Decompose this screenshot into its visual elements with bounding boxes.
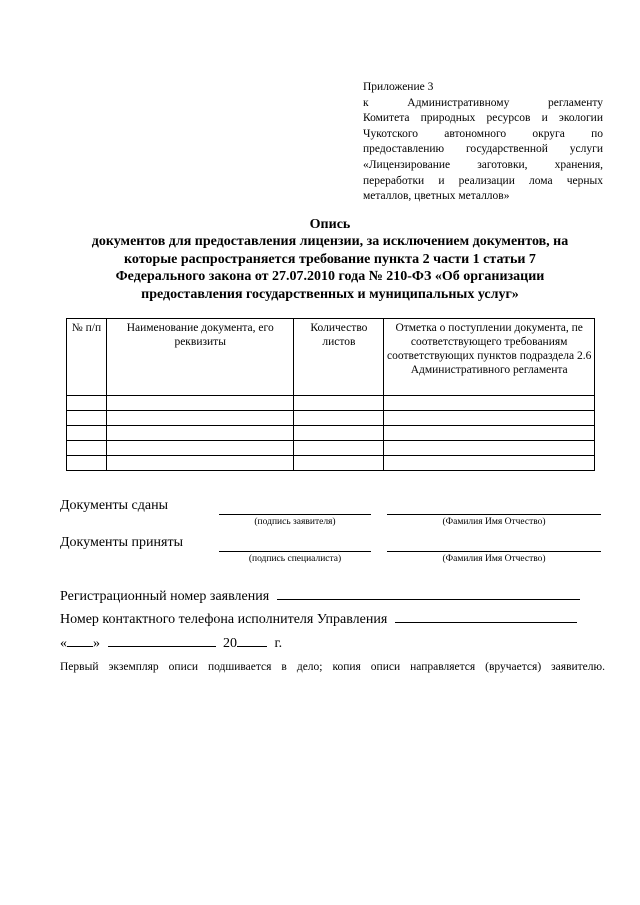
specialist-signature-line[interactable] [219, 537, 371, 552]
column-header-receipt-mark: Отметка о поступлении документа, пе соответствующего требованиям соответствующих пунктов подраздела 2.6 Административного регламента [384, 319, 595, 396]
documents-accepted-label: Документы приняты [60, 535, 183, 550]
table-cell[interactable] [294, 456, 384, 471]
heading-line: предоставления государственных и муниципальных услуг» [141, 286, 519, 302]
documents-submitted-label: Документы сданы [60, 498, 169, 513]
document-title: Опись [309, 217, 351, 232]
date-month-field[interactable] [108, 634, 216, 647]
registration-number-row [60, 587, 580, 605]
specialist-name-caption: (Фамилия Имя Отчество) [442, 554, 546, 564]
table-cell[interactable] [384, 411, 595, 426]
table-cell[interactable] [67, 426, 107, 441]
table-cell[interactable] [384, 426, 595, 441]
table-cell[interactable] [67, 441, 107, 456]
registration-number-field[interactable] [277, 587, 580, 600]
appendix-line: металлов, цветных металлов» [363, 190, 510, 203]
date-row [60, 634, 282, 652]
document-heading [60, 216, 600, 303]
date-close-quote: » [93, 636, 100, 651]
date-day-field[interactable] [67, 634, 93, 647]
table-cell[interactable] [67, 396, 107, 411]
heading-line: которые распространяется требование пункта 2 части 1 статьи 7 [124, 251, 536, 267]
contact-phone-row [60, 610, 577, 628]
table-cell[interactable] [294, 396, 384, 411]
table-cell[interactable] [384, 396, 595, 411]
specialist-signature-caption: (подпись специалиста) [248, 554, 342, 564]
applicant-name-line[interactable] [387, 500, 601, 515]
table-row [67, 411, 595, 426]
applicant-signature-caption: (подпись заявителя) [254, 517, 336, 527]
specialist-name-line[interactable] [387, 537, 601, 552]
date-open-quote: « [60, 636, 67, 651]
table-row [67, 456, 595, 471]
documents-accepted-row [60, 535, 605, 565]
applicant-name-caption: (Фамилия Имя Отчество) [442, 517, 546, 527]
table-cell[interactable] [294, 426, 384, 441]
table-row [67, 396, 595, 411]
date-year-prefix: 20 [223, 636, 237, 651]
appendix-line: предоставлению государственной услуги [363, 143, 603, 156]
table-cell[interactable] [106, 456, 294, 471]
table-header-row [67, 319, 595, 396]
table-cell[interactable] [294, 441, 384, 456]
table-cell[interactable] [106, 396, 294, 411]
heading-line: Федерального закона от 27.07.2010 года № 210-ФЗ «Об организации [115, 269, 545, 285]
documents-submitted-row [60, 498, 605, 528]
appendix-line: Комитета природных ресурсов и экологии [363, 112, 603, 125]
date-year-field[interactable] [237, 634, 267, 647]
table-row [67, 441, 595, 456]
appendix-line: Чукотского автономного округа по [363, 127, 603, 140]
applicant-signature-line[interactable] [219, 500, 371, 515]
table-cell[interactable] [106, 411, 294, 426]
table-cell[interactable] [106, 441, 294, 456]
table-cell[interactable] [67, 411, 107, 426]
column-header-sheet-count: Количество листов [294, 319, 384, 396]
footer-note: Первый экземпляр описи подшивается в дело; копия описи направляется (вручается) заявителю. [60, 661, 605, 673]
date-year-suffix: г. [274, 636, 283, 651]
table-cell[interactable] [106, 426, 294, 441]
inventory-table [66, 318, 595, 471]
table-cell[interactable] [67, 456, 107, 471]
table-cell[interactable] [294, 411, 384, 426]
contact-phone-field[interactable] [395, 610, 577, 623]
heading-line: документов для предоставления лицензии, за исключением документов, на [91, 234, 569, 250]
appendix-line: переработки и реализации лома черных [363, 174, 603, 187]
registration-number-label: Регистрационный номер заявления [60, 589, 270, 604]
appendix-block [363, 80, 603, 205]
contact-phone-label: Номер контактного телефона исполнителя Управления [60, 612, 388, 627]
table-cell[interactable] [384, 441, 595, 456]
appendix-line: «Лицензирование заготовки, хранения, [363, 158, 603, 171]
column-header-number: № п/п [67, 319, 107, 396]
column-header-document-name: Наименование документа, его реквизиты [106, 319, 294, 396]
table-row [67, 426, 595, 441]
table-cell[interactable] [384, 456, 595, 471]
appendix-line: Приложение 3 [363, 81, 434, 93]
appendix-line: к Административному регламенту [363, 96, 603, 109]
